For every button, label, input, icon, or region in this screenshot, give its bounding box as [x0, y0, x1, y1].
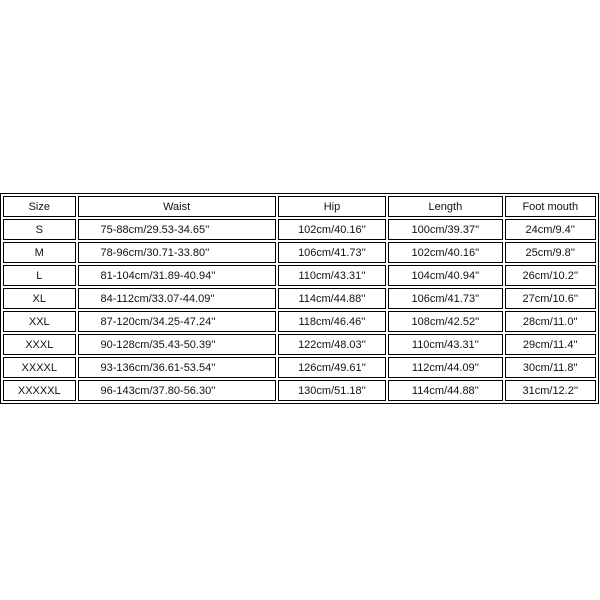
cell-hip: 102cm/40.16'' [278, 219, 386, 240]
cell-foot-mouth: 29cm/11.4'' [505, 334, 596, 355]
cell-hip: 130cm/51.18'' [278, 380, 386, 401]
cell-length: 102cm/40.16'' [388, 242, 502, 263]
cell-foot-mouth: 25cm/9.8'' [505, 242, 596, 263]
cell-length: 106cm/41.73'' [388, 288, 502, 309]
cell-foot-mouth: 28cm/11.0'' [505, 311, 596, 332]
table-row [3, 311, 596, 332]
cell-length: 110cm/43.31'' [388, 334, 502, 355]
cell-size: XL [3, 288, 76, 309]
cell-length: 112cm/44.09'' [388, 357, 502, 378]
cell-hip: 122cm/48.03'' [278, 334, 386, 355]
header-waist: Waist [78, 196, 276, 217]
cell-waist: 81-104cm/31.89-40.94'' [78, 265, 276, 286]
table-row [3, 334, 596, 355]
cell-size: XXXXL [3, 357, 76, 378]
table-row [3, 265, 596, 286]
cell-hip: 110cm/43.31'' [278, 265, 386, 286]
header-hip: Hip [278, 196, 386, 217]
header-length: Length [388, 196, 502, 217]
header-size: Size [3, 196, 76, 217]
cell-length: 114cm/44.88'' [388, 380, 502, 401]
cell-waist: 87-120cm/34.25-47.24'' [78, 311, 276, 332]
cell-foot-mouth: 27cm/10.6'' [505, 288, 596, 309]
cell-waist: 75-88cm/29.53-34.65'' [78, 219, 276, 240]
table-row [3, 380, 596, 401]
cell-waist: 93-136cm/36.61-53.54'' [78, 357, 276, 378]
cell-length: 108cm/42.52'' [388, 311, 502, 332]
cell-length: 100cm/39.37'' [388, 219, 502, 240]
cell-waist: 84-112cm/33.07-44.09'' [78, 288, 276, 309]
cell-length: 104cm/40.94'' [388, 265, 502, 286]
cell-size: L [3, 265, 76, 286]
cell-waist: 90-128cm/35.43-50.39'' [78, 334, 276, 355]
cell-foot-mouth: 30cm/11.8'' [505, 357, 596, 378]
cell-hip: 118cm/46.46'' [278, 311, 386, 332]
cell-hip: 114cm/44.88'' [278, 288, 386, 309]
cell-size: XXXL [3, 334, 76, 355]
cell-size: XXL [3, 311, 76, 332]
cell-hip: 126cm/49.61'' [278, 357, 386, 378]
table-row [3, 242, 596, 263]
size-chart-table [0, 193, 599, 404]
cell-hip: 106cm/41.73'' [278, 242, 386, 263]
table-row [3, 219, 596, 240]
cell-size: M [3, 242, 76, 263]
table-row [3, 288, 596, 309]
cell-foot-mouth: 24cm/9.4'' [505, 219, 596, 240]
cell-size: XXXXXL [3, 380, 76, 401]
cell-foot-mouth: 31cm/12.2'' [505, 380, 596, 401]
table-row [3, 357, 596, 378]
cell-foot-mouth: 26cm/10.2'' [505, 265, 596, 286]
cell-size: S [3, 219, 76, 240]
header-row [3, 196, 596, 217]
cell-waist: 96-143cm/37.80-56.30'' [78, 380, 276, 401]
header-foot-mouth: Foot mouth [505, 196, 596, 217]
cell-waist: 78-96cm/30.71-33.80'' [78, 242, 276, 263]
